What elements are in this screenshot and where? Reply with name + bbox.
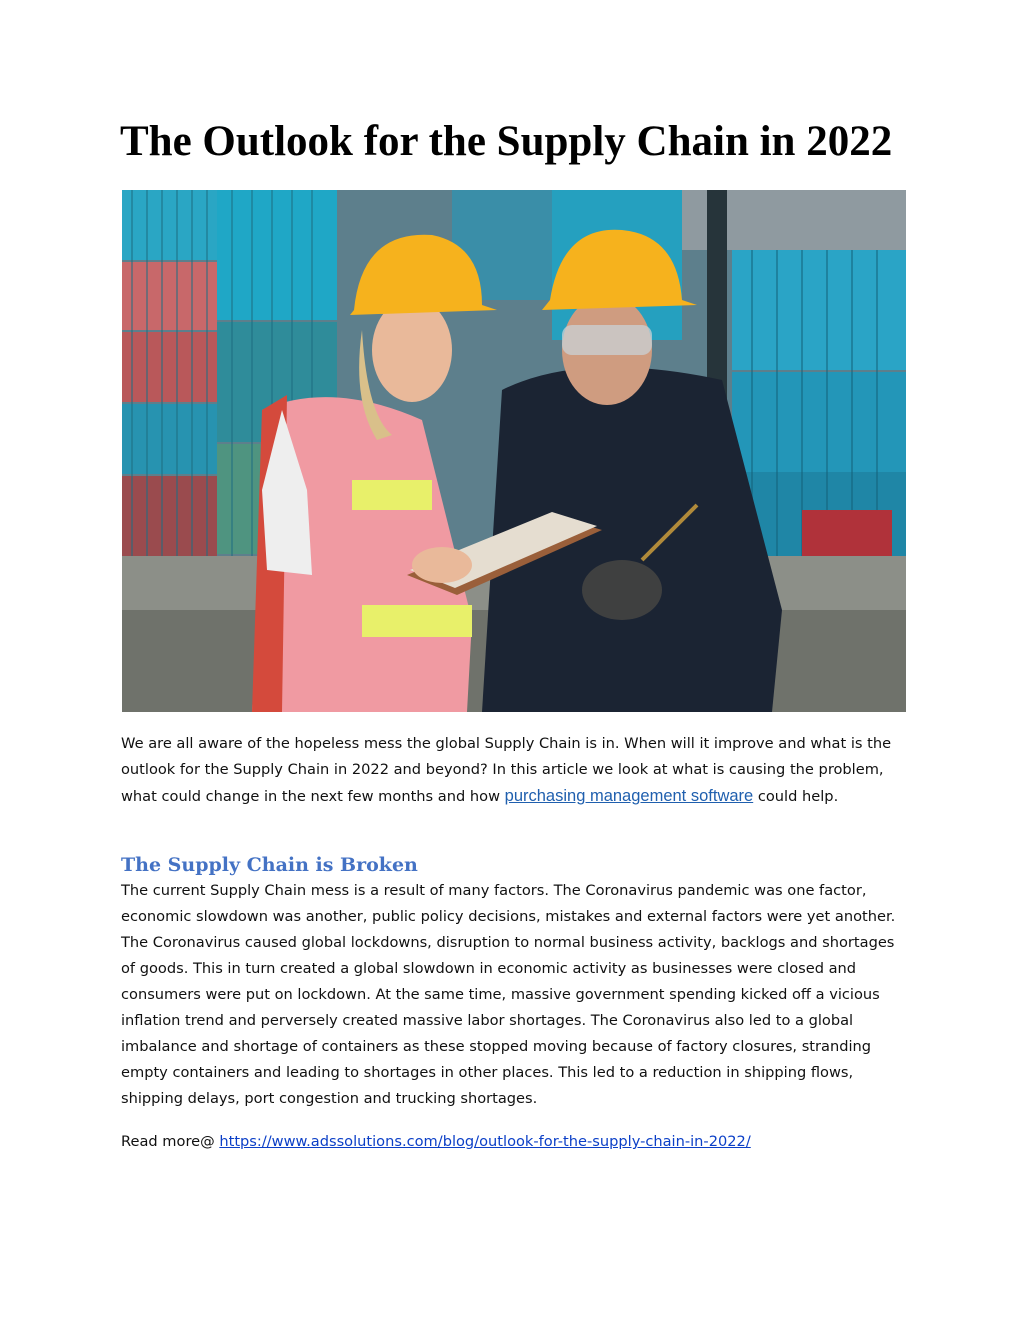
read-more-line <box>121 1129 911 1155</box>
intro-text-before-link: We are all aware of the hopeless mess the global Supply Chain is in. When will it improve and what is the outlook for the Supply Chain in 2022 and beyond? In this article we look at what is causing the problem, what could change in the next few months and how <box>121 735 892 805</box>
section-heading: The Supply Chain is Broken <box>121 854 418 876</box>
workers-photo-illustration <box>122 190 906 712</box>
read-more-link[interactable]: https://www.adssolutions.com/blog/outlook-for-the-supply-chain-in-2022/ <box>219 1133 751 1150</box>
purchasing-management-software-link[interactable]: purchasing management software <box>504 787 754 805</box>
read-more-label: Read more@ <box>121 1133 220 1150</box>
page-title: The Outlook for the Supply Chain in 2022 <box>120 118 893 165</box>
section-body: The current Supply Chain mess is a result of many factors. The Coronavirus pandemic was one factor, economic slowdown was another, public policy decisions, mistakes and external factors were yet another. The Coronavirus caused global lockdowns, disruption to normal business activity, backlogs and shortages of goods. This in turn created a global slowdown in economic activity as businesses were closed and consumers were put on lockdown. At the same time, massive government spending kicked off a vicious inflation trend and perversely created massive labor shortages. The Coronavirus also led to a global imbalance and shortage of containers as these stopped moving because of factory closures, stranding empty containers and leading to shortages in other places. This led to a reduction in shipping flows, shipping delays, port congestion and trucking shortages. <box>121 882 896 1107</box>
hero-image <box>122 190 906 712</box>
intro-paragraph <box>121 731 911 810</box>
intro-text-after-link: could help. <box>753 788 839 805</box>
